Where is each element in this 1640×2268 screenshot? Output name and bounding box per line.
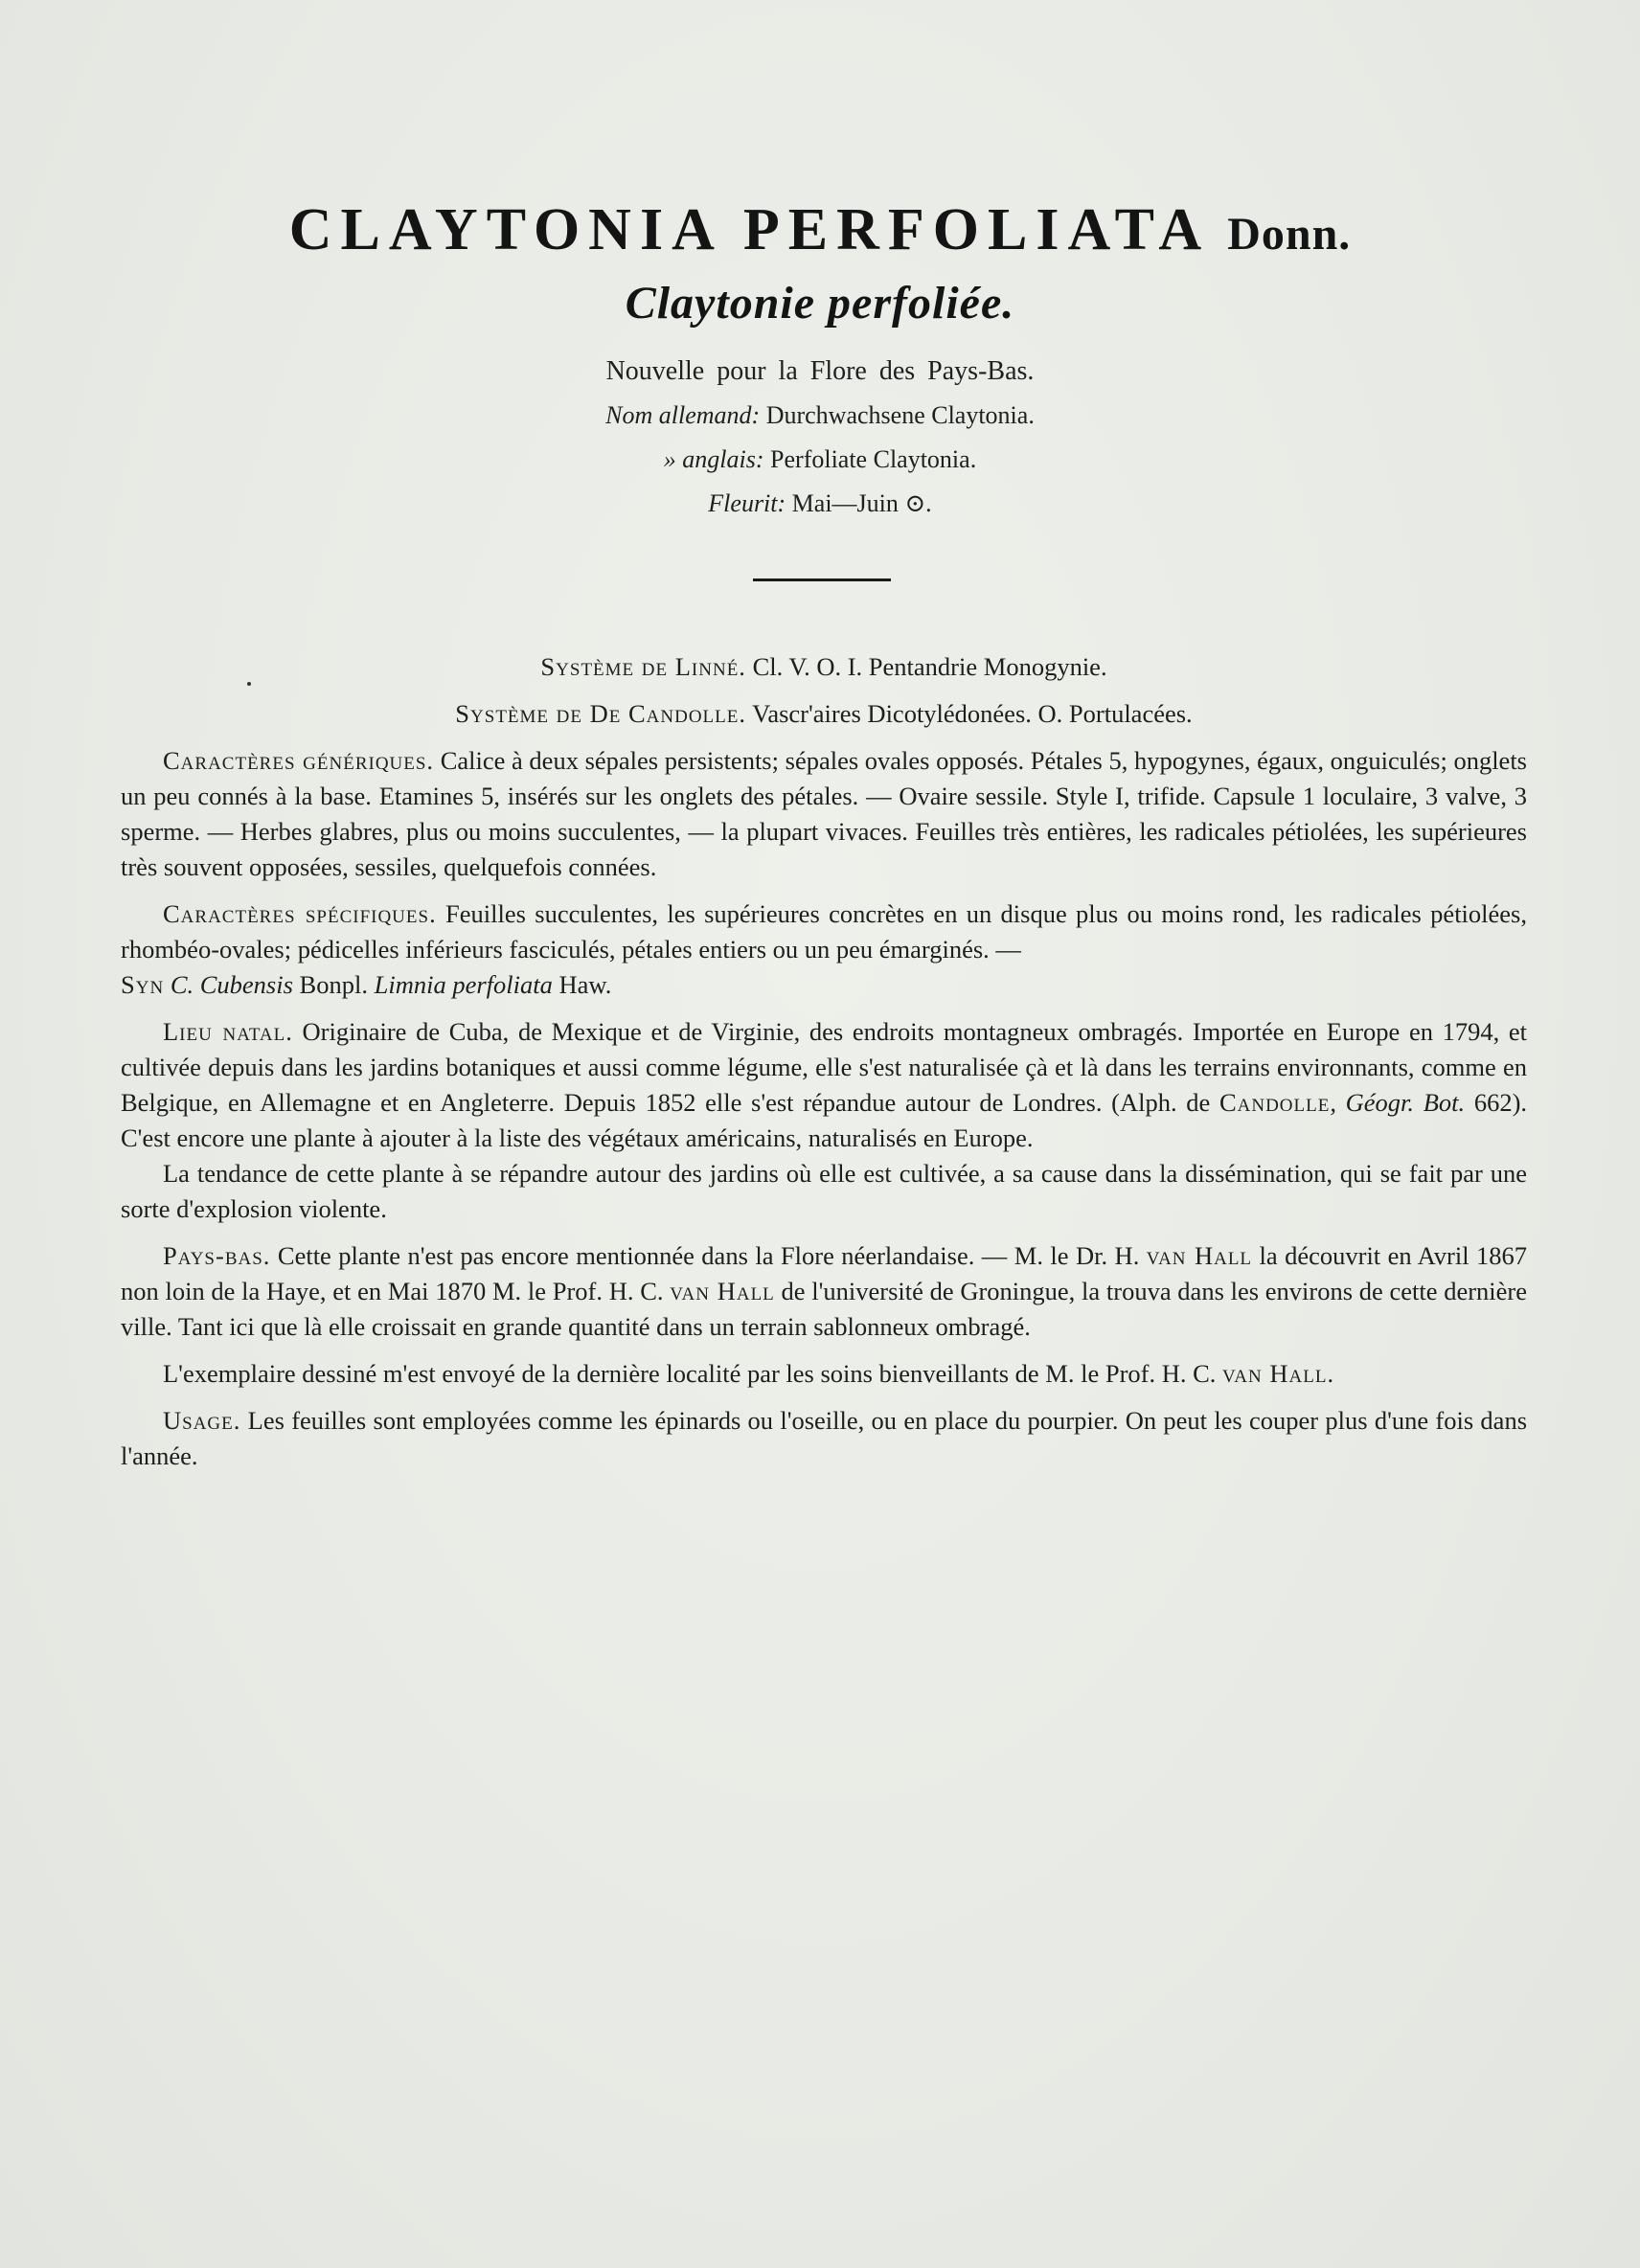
section-head: Système de De Candolle.: [455, 699, 746, 728]
section-head: Système de Linné.: [540, 652, 746, 681]
paragraph-native-range: [121, 1014, 1527, 1156]
paragraph-text: de: [1186, 1088, 1211, 1117]
section-head: Lieu natal.: [163, 1017, 293, 1046]
synonym-name: C. Cubensis: [170, 970, 293, 999]
paragraph-specimen: [121, 1356, 1527, 1392]
paragraph-candolle: [121, 696, 1527, 732]
title-text: CLAYTONIA PERFOLIATA: [288, 197, 1211, 262]
description-body: [121, 649, 1527, 1474]
paragraph-text: 662). C'est encore une plante à ajouter à la liste des végétaux américains, naturalisés en Europe.: [121, 1088, 1528, 1152]
synonym-author: Haw.: [558, 970, 612, 999]
name-label: Nom allemand:: [605, 401, 761, 429]
paragraph-text: Cette plante n'est pas encore mentionnée dans la Flore néerlandaise. — M. le Dr. H.: [277, 1241, 1140, 1270]
flowering-period: [0, 482, 1640, 526]
paragraph-text: Vascr'aires Dicotylédonées. O. Portulacées.: [752, 699, 1193, 728]
common-name-german: [0, 394, 1640, 438]
paragraph-text: Feuilles succulentes, les supérieures concrètes en un disque plus ou moins rond, les radicales pétiolées, rhombéo-ovales; pédicelles inférieurs fasciculés, pétales entiers ou un peu émarginés. —: [121, 899, 1527, 964]
header: [0, 192, 1640, 526]
paragraph-text: la découvrit en Avril 1867 non loin de la Haye, et en Mai 1870 M. le Prof. H. C.: [121, 1241, 1528, 1305]
author-name: Candolle: [1219, 1088, 1331, 1117]
name-value: Perfoliate Claytonia.: [770, 445, 977, 473]
paragraph-netherlands: [121, 1238, 1527, 1345]
paragraph-generic-characters: [121, 743, 1527, 885]
common-name-english: [0, 438, 1640, 482]
title-author: Donn.: [1227, 209, 1352, 260]
paragraph-text: Originaire de Cuba, de Mexique et de Virginie, des endroits montagneux ombragés. Importée en Europe en 1794, et cultivée depuis dans les jardins botaniques et aussi comme légume, elle s'est naturalisée çà et là dans les terrains environnants, comme en Belgique, en Allemagne et en Angleterre. Depuis 1852 elle s'est répandue autour de Londres. (Alph.: [121, 1017, 1528, 1117]
name-label: Fleurit:: [708, 489, 786, 517]
paragraph-text: Calice à deux sépales persistents; sépales ovales opposés. Pétales 5, hypogynes, égaux, onguiculés; onglets un peu connés à la base. Etamines 5, insérés sur les onglets des pétales. — Ovaire sessile. Style I, trifide. Capsule 1 loculaire, 3 valve, 3 sperme. — Herbes glabres, plus ou moins succulentes, — la plupart vivaces. Feuilles très entières, les radicales pétiolées, les supérieures très souvent opposées, sessiles, quelquefois connées.: [121, 746, 1527, 881]
page-subtitle: Claytonie perfoliée.: [625, 278, 1015, 329]
paragraph-usage: [121, 1403, 1527, 1474]
citation-title: , Géogr. Bot.: [1330, 1088, 1466, 1117]
synonym-author: Bonpl.: [299, 970, 368, 999]
paragraph-text: L'exemplaire dessiné m'est envoyé de la dernière localité par les soins bienveillants de M. le Prof. H. C.: [163, 1359, 1217, 1388]
section-head: Pays-bas.: [163, 1241, 271, 1270]
name-value: Mai—Juin ⊙.: [791, 489, 932, 517]
section-head: Usage.: [163, 1406, 241, 1435]
paragraph-specific-characters: [121, 896, 1527, 1003]
section-head: Caractères spécifiques.: [163, 899, 437, 928]
synonym-label: Syn: [121, 970, 165, 999]
intro-line: Nouvelle pour la Flore des Pays-Bas.: [605, 356, 1035, 386]
paragraph-text: Les feuilles sont employées comme les épinards ou l'oseille, ou en place du pourpier. On peut les couper plus d'une fois dans l'année.: [121, 1406, 1528, 1470]
author-name: van Hall.: [1222, 1359, 1335, 1388]
section-head: Caractères génériques.: [163, 746, 435, 775]
paragraph-text: de l'université de Groningue, la trouva dans les environs de cette dernière ville. Tant ici que là elle croissait en grande quantité dans un terrain sablonneux ombragé.: [121, 1277, 1528, 1341]
synonym-name: Limnia perfoliata: [374, 970, 553, 999]
paragraph-dispersal: La tendance de cette plante à se répandre autour des jardins où elle est cultivée, a sa cause dans la dissémination, qui se fait par une sorte d'explosion violente.: [121, 1159, 1527, 1223]
paragraph-linne: [121, 649, 1527, 685]
name-value: Durchwachsene Claytonia.: [765, 401, 1035, 429]
author-name: van Hall: [1146, 1241, 1253, 1270]
name-label: » anglais:: [663, 445, 764, 473]
divider-rule: [753, 578, 891, 581]
page-title: [0, 192, 1640, 273]
paragraph-text: Cl. V. O. I. Pentandrie Monogynie.: [752, 652, 1107, 681]
author-name: van Hall: [670, 1277, 775, 1305]
